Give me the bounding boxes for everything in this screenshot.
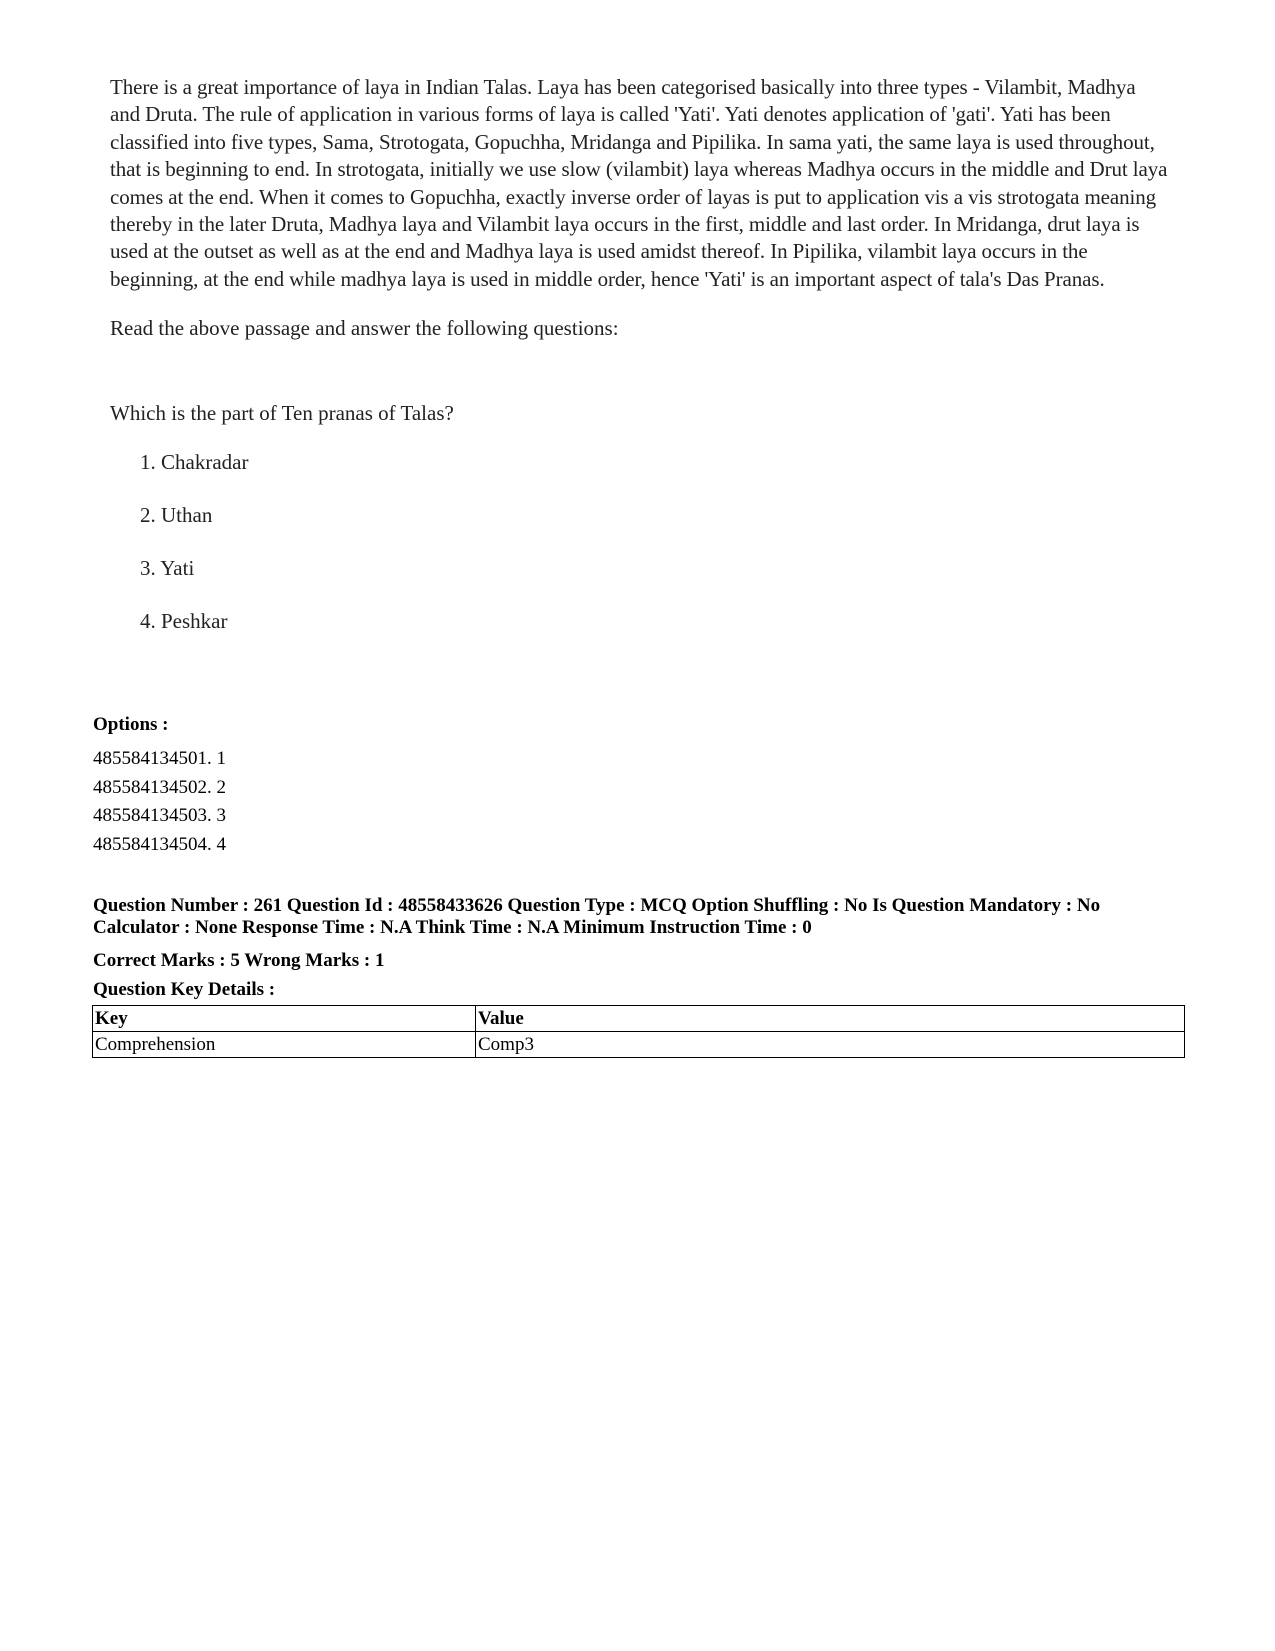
table-cell: Comp3	[476, 1032, 1185, 1058]
marks-info: Correct Marks : 5 Wrong Marks : 1	[93, 950, 385, 971]
table-header-row	[93, 1006, 1185, 1032]
answer-choice: 3. Yati	[140, 556, 195, 581]
option-item: 485584134504. 4	[93, 833, 226, 855]
table-header-cell: Key	[93, 1006, 476, 1032]
passage-instruction: Read the above passage and answer the following questions:	[110, 316, 619, 341]
question-image	[110, 74, 1170, 635]
answer-choice: 1. Chakradar	[140, 450, 249, 475]
table-cell: Comprehension	[93, 1032, 476, 1058]
option-item: 485584134503. 3	[93, 805, 226, 826]
options-list	[93, 745, 1188, 859]
answer-choice: 4. Peshkar	[140, 609, 228, 634]
comprehension-passage: There is a great importance of laya in Indian Talas. Laya has been categorised basically into three types - Vilambit, Madhya and Druta. The rule of application in various forms of laya is called 'Yati'. Yati denotes application of 'gati'. Yati has been classified into five types, Sama, Strotogata, Gopuchha, Mridanga and Pipilika. In sama yati, the same laya is used throughout, that is beginning to end. In strotogata, initially we use slow (vilambit) laya whereas Madhya occurs in the middle and Drut laya comes at the end. When it comes to Gopuchha, exactly inverse order of layas is put to application vis a vis strotogata meaning thereby in the later Druta, Madhya laya and Vilambit laya occurs in the first, middle and last order. In Mridanga, drut laya is used at the outset as well as at the end and Madhya laya is used amidst thereof. In Pipilika, vilambit laya occurs in the beginning, at the end while madhya laya is used in middle order, hence 'Yati' is an important aspect of tala's Das Pranas.	[110, 75, 1168, 291]
key-details-heading: Question Key Details :	[93, 979, 276, 1000]
table-row	[93, 1032, 1185, 1058]
option-item: 485584134502. 2	[93, 776, 226, 798]
question-text: Which is the part of Ten pranas of Talas?	[110, 401, 454, 426]
options-heading: Options :	[93, 714, 169, 735]
answer-choices	[110, 449, 1170, 635]
table-header-cell: Value	[476, 1006, 1185, 1032]
question-metadata: Question Number : 261 Question Id : 48558433626 Question Type : MCQ Option Shuffling : No Is Question Mandatory : No Calculator : None Response Time : N.A Think Time : N.A Minimum Instruction Time : 0	[93, 895, 1101, 938]
key-details-table	[92, 1005, 1185, 1058]
answer-choice: 2. Uthan	[140, 503, 213, 528]
option-item: 485584134501. 1	[93, 748, 226, 769]
